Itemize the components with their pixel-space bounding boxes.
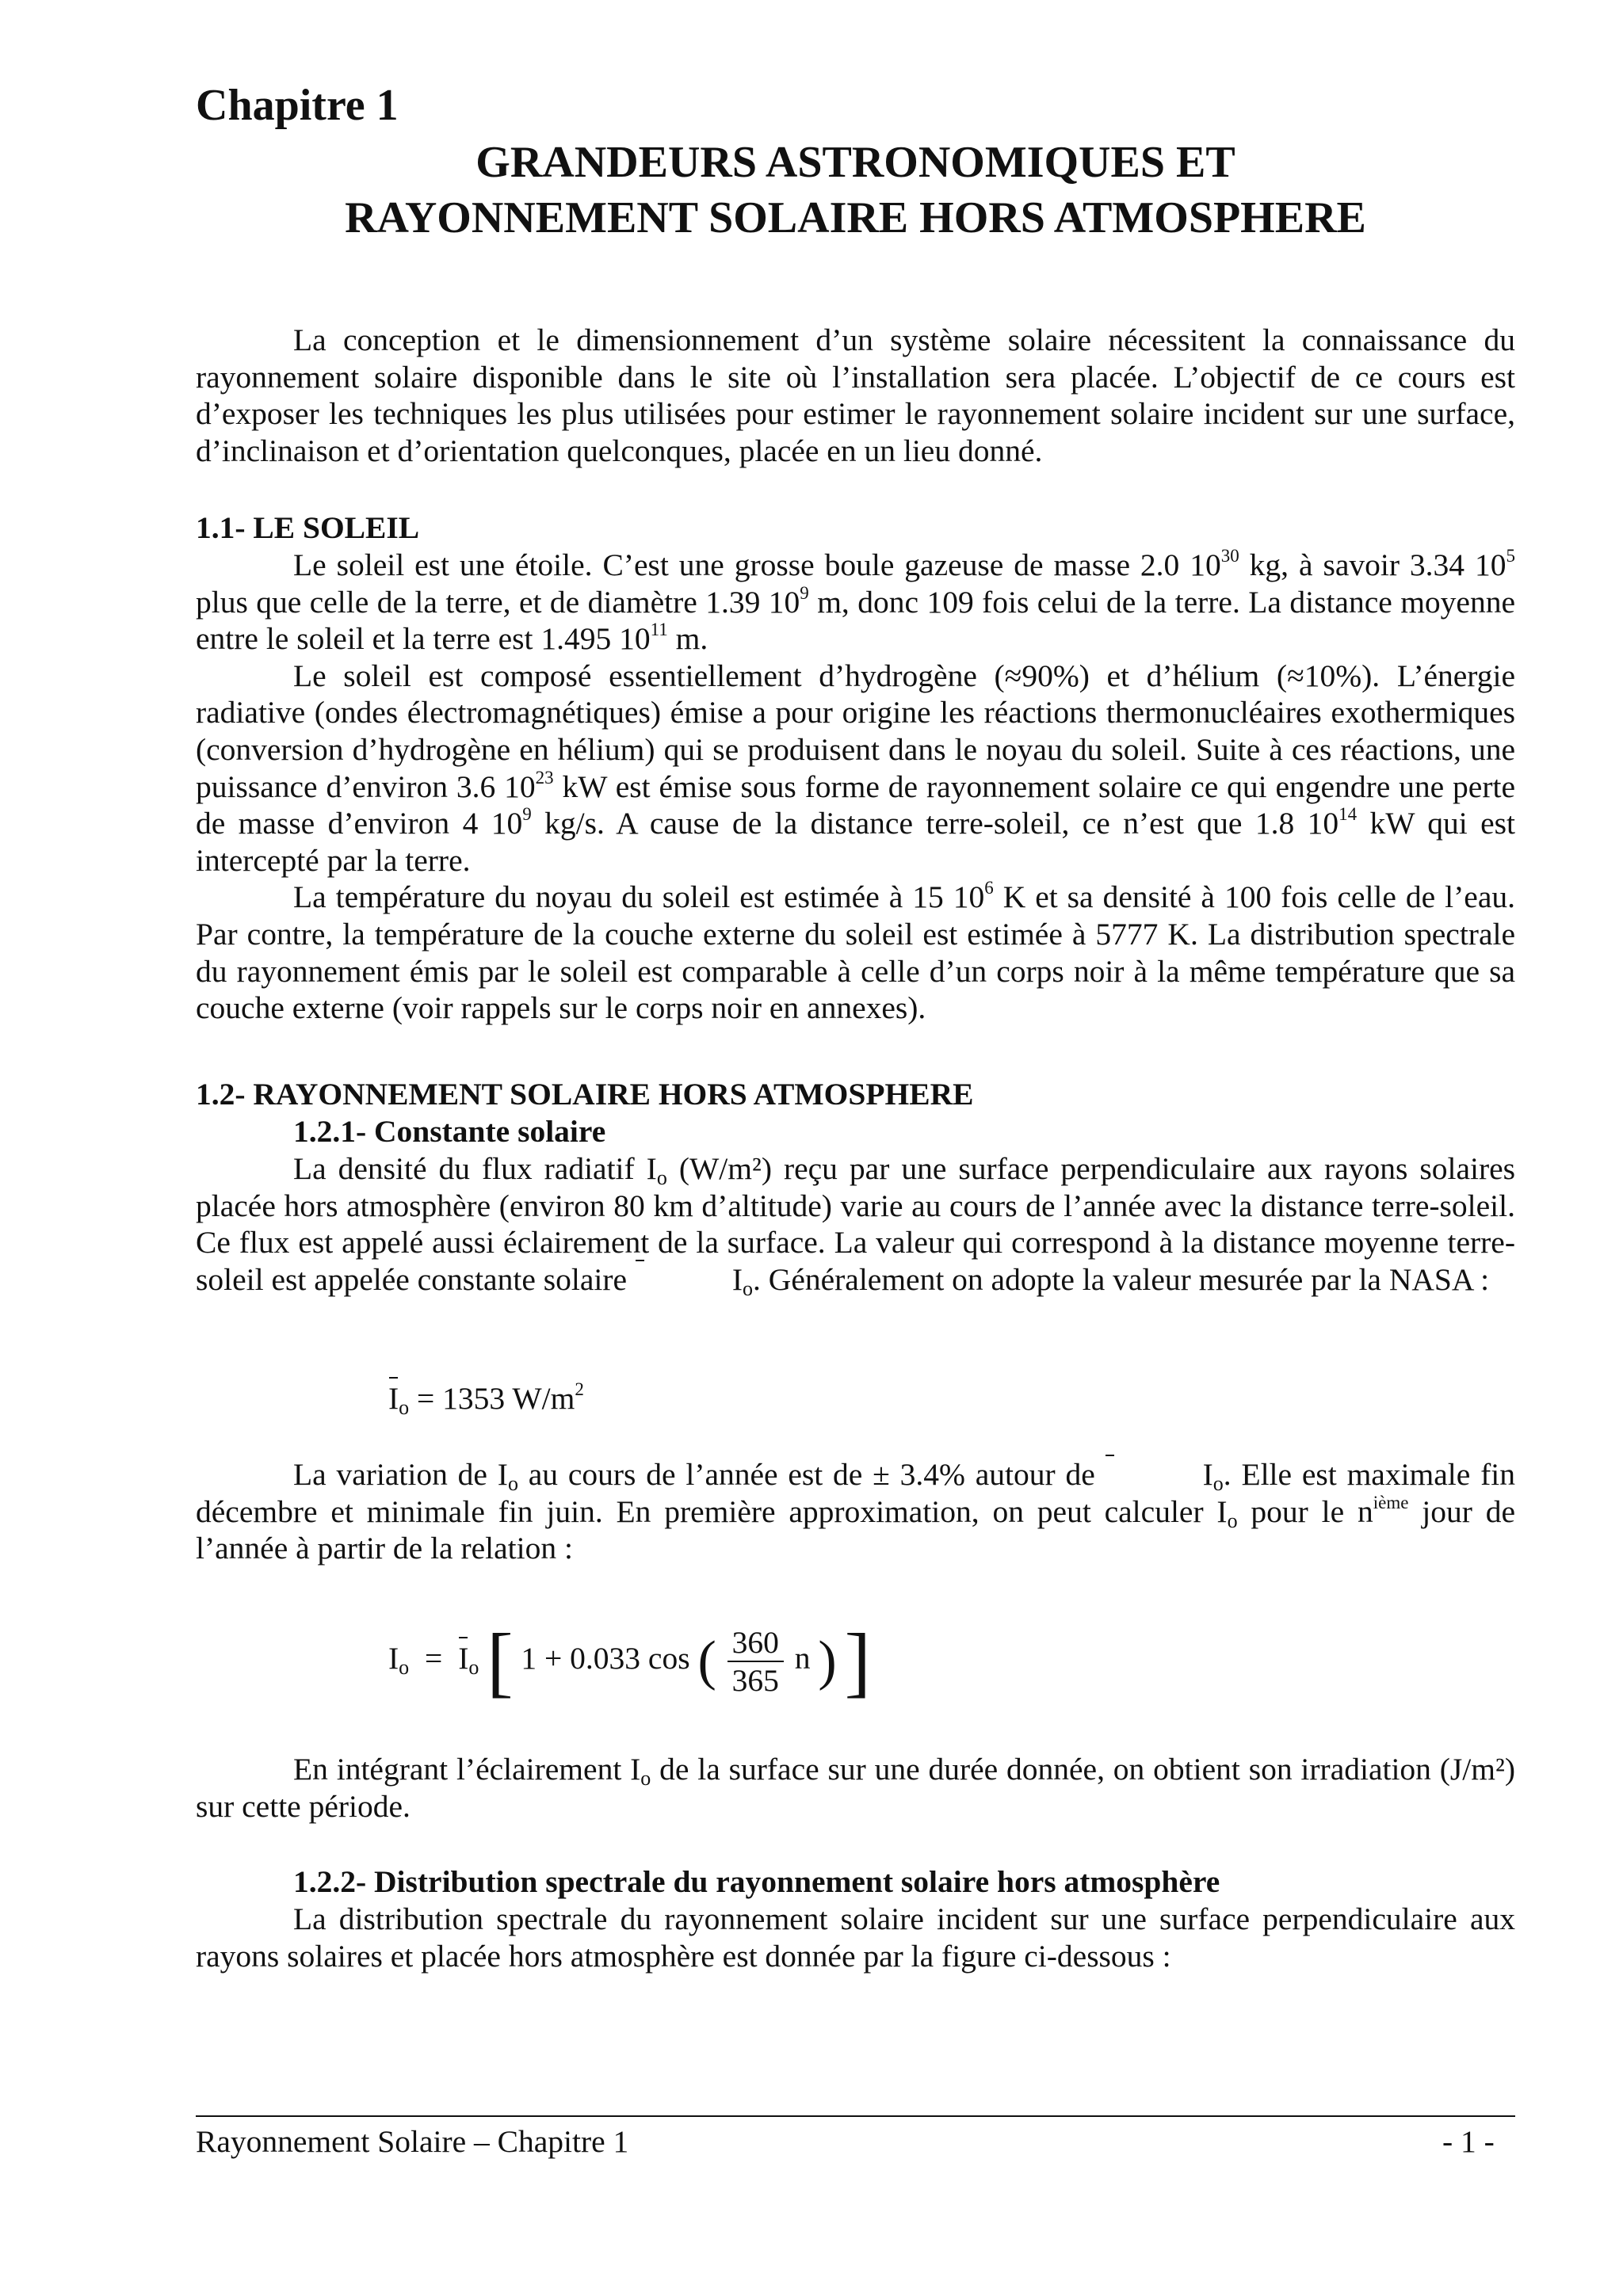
constante-solaire-paragraph: La densité du flux radiatif $I_o$ (W/m²) reçu par une surface perpendiculaire aux rayons solaires placée hors atmosphère (environ 80 km d’altitude) varie au cours de l’année avec la distance terre-soleil. Ce flux est appelé aussi éclairement de la surface. La valeur qui correspond à la distance moyenne terre-soleil est appelée constante solaire $I_o$. Généralement on adopte la valeur mesurée par la NASA : [196,1151,1516,1300]
chapter-title-line2: RAYONNEMENT SOLAIRE HORS ATMOSPHERE [345,193,1366,242]
mean-solar-constant-symbol: $I_o$ [635,1261,753,1299]
equation-io-variation: $I_o = I_o$ [ 1 + 0.033 cos ( $\frac{360}{365}$ n ) ] [388,1617,871,1705]
section-heading-1-2: 1.2- RAYONNEMENT SOLAIRE HORS ATMOSPHERE [196,1077,974,1112]
intro-text: La conception et le dimensionnement d’un système solaire nécessitent la connaissance du rayonnement solaire disponible dans le site où l’installation sera placée. L’objectif de ce cours est d’exposer les techniques les plus utilisées pour estimer le rayonnement solaire incident sur une surface, d’inclinaison et d’orientation quelconques, placée en un lieu donné. [196,322,1515,468]
fraction-360-365: $\frac{360}{365}$ [727,1624,784,1699]
soleil-paragraph-3: La température du noyau du soleil est estimée à 15 $10^6$ K et sa densité à 100 fois celle de l’eau. Par contre, la température de la couche externe du soleil est estimée à 5777 K. La distribution spectrale du rayonnement émis par le soleil est comparable à celle d’un corps noir à la même température que sa couche externe (voir rappels sur le corps noir en annexes). [196,878,1515,1026]
soleil-paragraph-1: Le soleil est une étoile. C’est une grosse boule gazeuse de masse 2.0 $10^{30}$ kg, à savoir 3.34 $10^5$ plus que celle de la terre, et de diamètre 1.39 $10^9$ m, donc 109 fois celui de la terre. La distance moyenne entre le soleil et la terre est 1.495 $10^{11}$ m. [196,546,1515,657]
footer-divider [196,2115,1515,2117]
irradiation-paragraph: En intégrant l’éclairement $I_o$ de la surface sur une durée donnée, on obtient son irradiation (J/m²) sur cette période. [196,1752,1515,1824]
section-heading-1-1: 1.1- LE SOLEIL [196,510,420,545]
subsection-heading-1-2-1: 1.2.1- Constante solaire [293,1114,606,1149]
distribution-paragraph: La distribution spectrale du rayonnement solaire incident sur une surface perpendiculaire aux rayons solaires et placée hors atmosphère est donnée par la figure ci-dessous : [196,1901,1515,1974]
chapter-title-line1: GRANDEURS ASTRONOMIQUES ET [475,138,1235,187]
intro-paragraph [196,322,1515,469]
equation-solar-constant: $I_o = 1353$ $W/m^2$ [388,1379,584,1419]
footer-title: Rayonnement Solaire – Chapitre 1 [196,2124,629,2159]
soleil-paragraph-2: Le soleil est composé essentiellement d’hydrogène (≈90%) et d’hélium (≈10%). L’énergie radiative (ondes électromagnétiques) émise a pour origine les réactions thermonucléaires exothermiques (conversion d’hydrogène en hélium) qui se produisent dans le noyau du soleil. Suite à ces réactions, une puissance d’environ 3.6 $10^{23}$ kW est émise sous forme de rayonnement solaire ce qui engendre une perte de masse d’environ 4 $10^9$ kg/s. A cause de la distance terre-soleil, ce n’est que 1.8 $10^{14}$ kW qui est intercepté par la terre. [196,658,1516,878]
section-1-1-body [196,547,1515,1027]
subsection-heading-1-2-2: 1.2.2- Distribution spectrale du rayonnement solaire hors atmosphère [293,1864,1220,1899]
page-number: - 1 - [1442,2124,1495,2159]
variation-paragraph: La variation de $I_o$ au cours de l’année est de ± 3.4% autour de $I_o$. Elle est maximale fin décembre et minimale fin juin. En première approximation, on peut calculer $I_o$ pour le $n^{ième}$ jour de l’année à partir de la relation : [196,1457,1516,1566]
chapter-label: Chapitre 1 [196,81,399,130]
